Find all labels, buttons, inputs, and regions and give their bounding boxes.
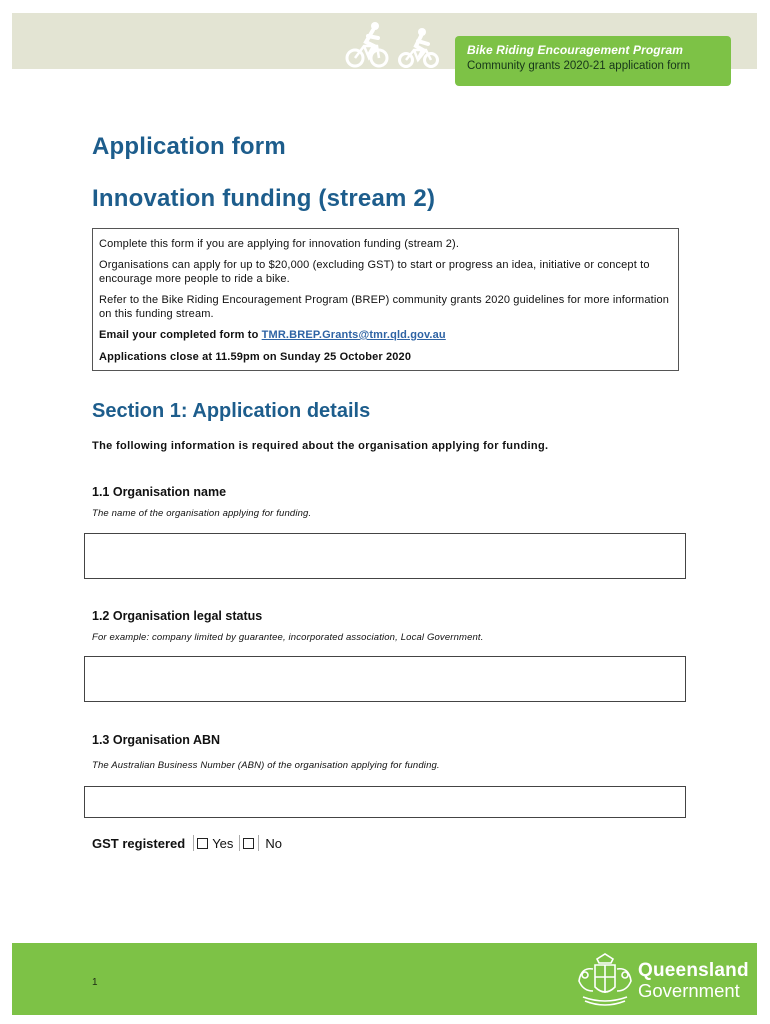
queensland-coat-of-arms-icon: [575, 951, 635, 1009]
question-3-title: 1.3 Organisation ABN: [92, 733, 221, 747]
gst-no-label: No: [265, 835, 283, 851]
gst-no-checkbox[interactable]: [243, 838, 254, 849]
wordmark-queensland: Queensland: [638, 960, 749, 981]
email-instruction: [99, 328, 672, 342]
gst-yes-option[interactable]: [197, 836, 233, 851]
instruction-line-2: Organisations can apply for up to $20,000 (excluding GST) to start or progress an idea, initiative or concept to encourage more people to ride a bike.: [99, 259, 650, 285]
deadline-text: Applications close at 11.59pm on Sunday 25 October 2020: [99, 351, 412, 363]
separator: [258, 835, 259, 851]
instructions-box: [92, 228, 679, 371]
question-1-hint: The name of the organisation applying for funding.: [92, 508, 312, 519]
gst-yes-checkbox[interactable]: [197, 838, 208, 849]
page-subtitle: Innovation funding (stream 2): [92, 185, 436, 212]
cyclists-icon: [344, 20, 444, 70]
instruction-line-1: Complete this form if you are applying for innovation funding (stream 2).: [99, 238, 460, 250]
question-1-title: 1.1 Organisation name: [92, 485, 227, 499]
gst-label: GST registered: [92, 835, 186, 851]
footer-band: [12, 943, 757, 1015]
government-wordmark: [638, 961, 749, 1001]
section-title: Section 1: Application details: [92, 400, 371, 422]
question-3-hint: The Australian Business Number (ABN) of the organisation applying for funding.: [92, 760, 440, 771]
gst-yes-label: Yes: [212, 835, 234, 851]
separator: [239, 835, 240, 851]
question-2-hint: For example: company limited by guarantee, incorporated association, Local Government.: [92, 632, 484, 643]
email-link[interactable]: TMR.BREP.Grants@tmr.qld.gov.au: [261, 329, 446, 341]
legal-status-field[interactable]: [84, 656, 686, 702]
email-prefix: Email your completed form to: [99, 329, 262, 341]
section-intro: The following information is required about the organisation applying for funding.: [92, 440, 549, 452]
page-number: 1: [92, 977, 98, 988]
program-subtitle: Community grants 2020-21 application form: [467, 60, 691, 72]
program-title: Bike Riding Encouragement Program: [467, 43, 684, 57]
instruction-line-3: Refer to the Bike Riding Encouragement Program (BREP) community grants 2020 guidelines for more information on this funding stream.: [99, 294, 669, 320]
question-2-title: 1.2 Organisation legal status: [92, 609, 263, 623]
page-title: Application form: [92, 133, 286, 160]
organisation-name-field[interactable]: [84, 533, 686, 579]
abn-field[interactable]: [84, 786, 686, 818]
wordmark-government: Government: [638, 980, 740, 1001]
separator: [193, 835, 194, 851]
gst-registered-row: [92, 835, 288, 851]
program-badge: [455, 36, 731, 86]
gst-no-option[interactable]: [243, 835, 282, 851]
